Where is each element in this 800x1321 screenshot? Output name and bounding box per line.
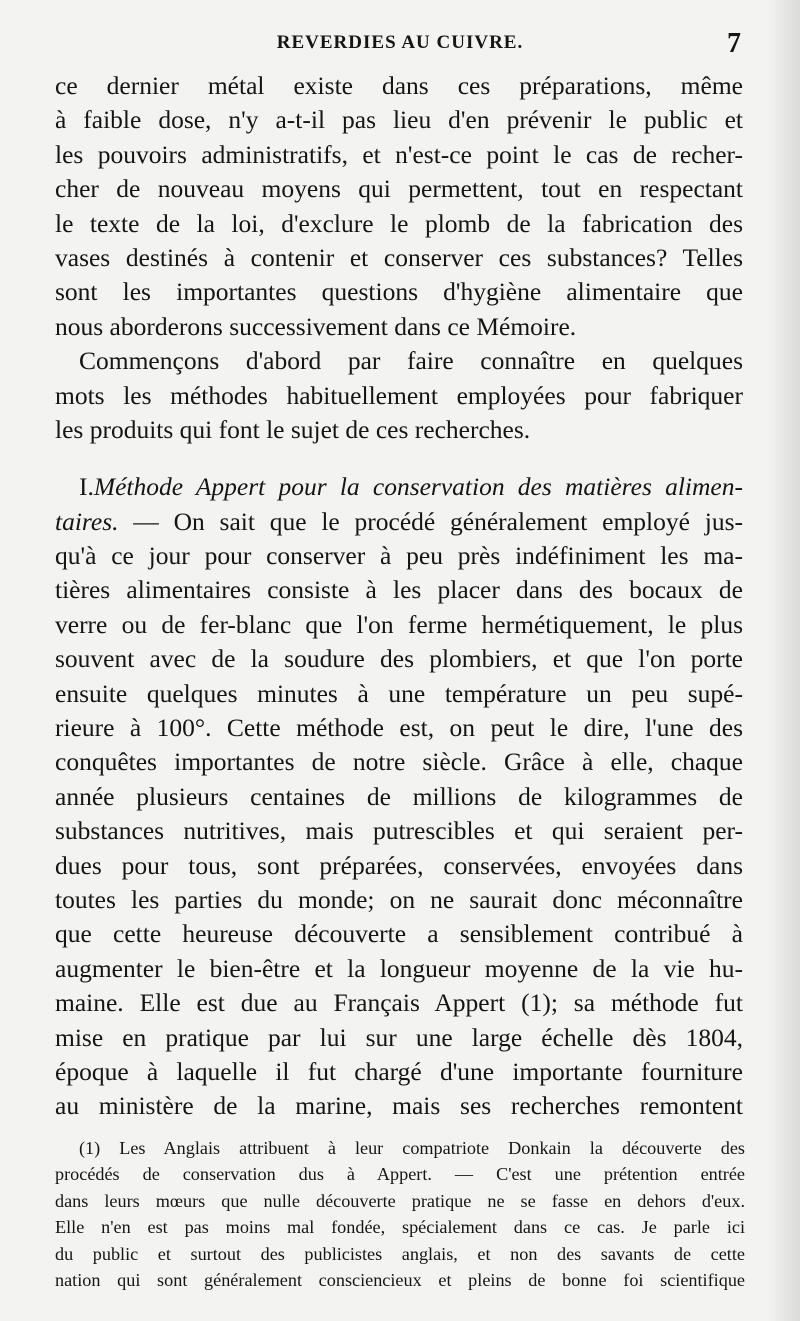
text-line: verre ou de fer-blanc que l'on ferme hermétiquement, le plus [55,609,743,639]
text-line: qu'à ce jour pour conserver à peu près indéfiniment les ma- [55,541,743,571]
section-spacer [55,447,743,470]
text-line: au ministère de la marine, mais ses recherches remontent [55,1091,743,1121]
text-line: dues pour tous, sont préparées, conservées, envoyées dans [55,850,743,880]
text-line: mots les méthodes habituellement employées pour fabriquer [55,380,743,410]
text-line: époque à laquelle il fut chargé d'une importante fourniture [55,1056,743,1086]
page-number: 7 [727,28,741,59]
footnote-line: nation qui sont généralement consciencieux et pleins de bonne foi scientifique [55,1269,745,1290]
text-line: à faible dose, n'y a-t-il pas lieu d'en prévenir le public et [55,105,743,135]
text-line: maine. Elle est due au Français Appert (1); sa méthode fut [55,988,743,1018]
footnote-line: procédés de conservation dus à Appert. — C'est une prétention entrée [55,1164,745,1185]
text-line: ensuite quelques minutes à une température un peu supé- [55,678,743,708]
text-line: ce dernier métal existe dans ces préparations, même [55,71,743,100]
section-text-start: — On sait que le procédé généralement employé jus- [118,506,743,536]
text-line: Commençons d'abord par faire connaître en quelques [79,346,743,376]
section-title: Méthode Appert pour la conservation des matières alimen- [93,472,743,502]
section-number: I. [79,472,94,502]
text-line: que cette heureuse découverte a sensiblement contribué à [55,919,743,949]
text-line: toutes les parties du monde; on ne saurait donc méconnaître [55,884,743,914]
text-line: tières alimentaires consiste à les placer dans des bocaux de [55,575,743,605]
running-title: REVERDIES AU CUIVRE. [276,32,524,53]
footnote-line: (1) Les Anglais attribuent à leur compatriote Donkain la découverte des [79,1138,745,1158]
text-line: rieure à 100°. Cette méthode est, on peut le dire, l'une des [55,713,743,743]
footnote-line: Elle n'en est pas moins mal fondée, spécialement dans ce cas. Je parle ici [55,1217,745,1238]
text-line: les produits qui font le sujet de ces recherches. [55,414,531,444]
text-line: nous aborderons successivement dans ce Mémoire. [55,311,577,341]
footnote-line: du public et surtout des publicistes anglais, et non des savants de cette [55,1243,745,1264]
running-head [55,28,745,62]
page-edge-shadow [768,0,800,1321]
text-line [55,505,743,539]
text-line: souvent avec de la soudure des plombiers, et que l'on porte [55,644,743,674]
body-text [55,69,743,1124]
text-line: substances nutritives, mais putrescibles et qui seraient per- [55,816,743,846]
footnote [55,1135,745,1293]
section-title-end: taires. [55,506,119,536]
section-heading [55,470,743,504]
text-line: année plusieurs centaines de millions de kilogrammes de [55,781,743,811]
text-line: mise en pratique par lui sur une large échelle dès 1804, [55,1022,743,1052]
text-line: vases destinés à contenir et conserver ces substances? Telles [55,242,743,272]
text-line: les pouvoirs administratifs, et n'est-ce point le cas de recher- [55,139,743,169]
text-line: conquêtes importantes de notre siècle. Grâce à elle, chaque [55,747,743,777]
text-line: augmenter le bien-être et la longueur moyenne de la vie hu- [55,953,743,983]
footnote-line: dans leurs mœurs que nulle découverte pratique ne se fasse en dehors d'eux. [55,1190,745,1211]
text-line: le texte de la loi, d'exclure le plomb de la fabrication des [55,208,743,238]
text-line: cher de nouveau moyens qui permettent, tout en respectant [55,174,743,204]
text-line: sont les importantes questions d'hygiène alimentaire que [55,277,743,307]
